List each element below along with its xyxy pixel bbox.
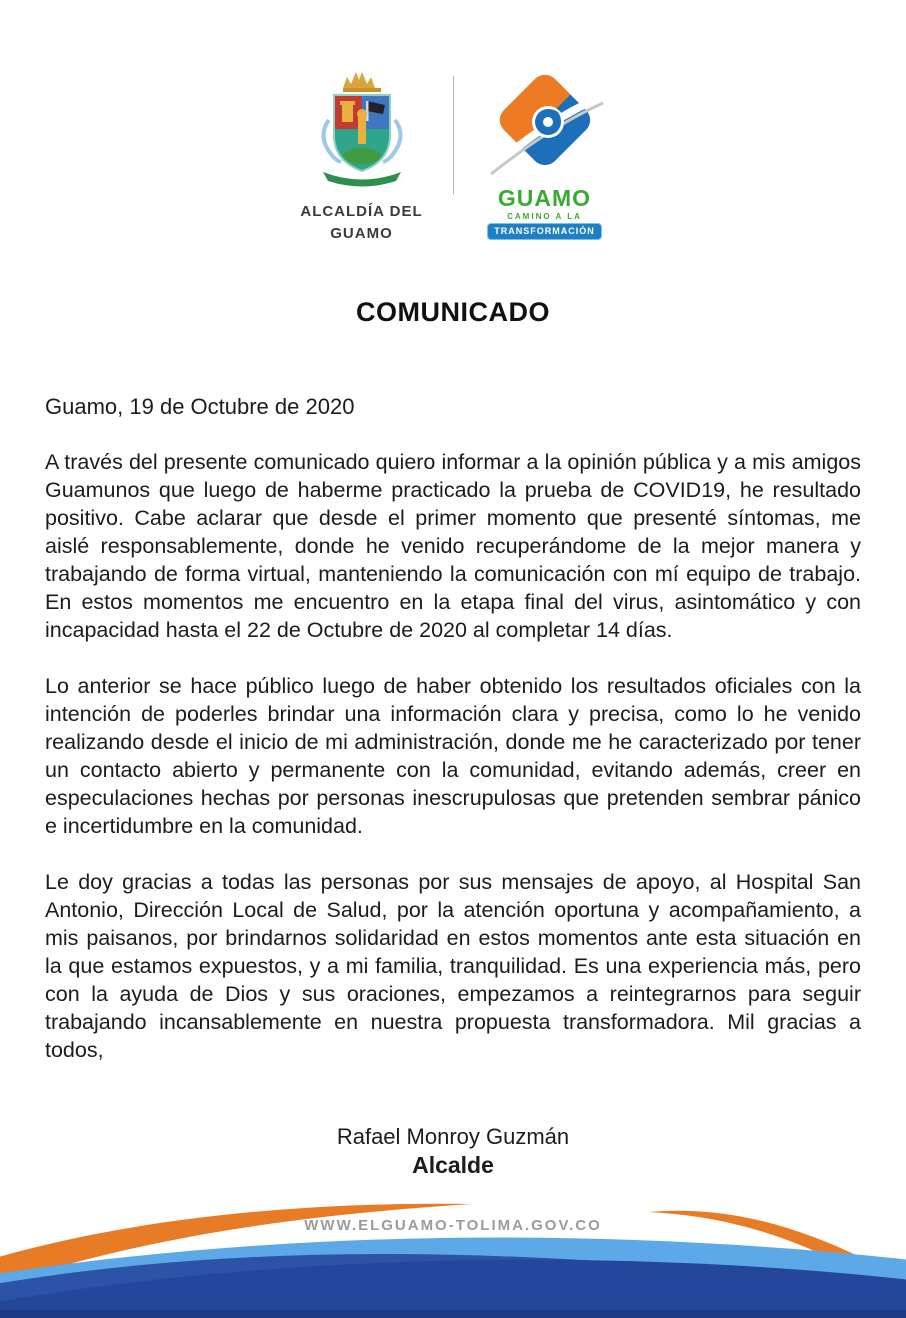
- crest-caption-line1: ALCALDÍA DEL: [300, 203, 423, 220]
- paragraph-2: Lo anterior se hace público luego de haber obtenido los resultados oficiales con la intención de poderles brindar una información clara y precisa, como lo he venido realizando desde el inicio de mi administración, donde me he caracterizado por tener un contacto abierto y permanente con la comunidad, evitando además, creer en especulaciones hechas por personas inescrupulosas que pretenden sembrar pánico e incertidumbre en la comunidad.: [45, 673, 861, 838]
- municipal-crest-block: [297, 68, 427, 245]
- crest-caption-line2: GUAMO: [330, 224, 393, 242]
- paragraph-1: A través del presente comunicado quiero informar a la opinión pública y a mis amigos Guamunos que luego de haberme practicado la prueba de COVID19, he resultado positivo. Cabe aclarar que desde el primer momento que presenté síntomas, me aislé responsablemente, donde he venido recuperándome de la mejor manera y trabajando de forma virtual, manteniendo la comunicación con mí equipo de trabajo. En estos momentos me encuentro en la etapa final del virus, asintomático y con incapacidad hasta el 22 de Octubre de 2020 al completar 14 días.: [45, 449, 861, 642]
- paragraph-3: Le doy gracias a todas las personas por sus mensajes de apoyo, al Hospital San Antonio, Dirección Local de Salud, por la atención oportuna y acompañamiento, a mis paisanos, por brindarnos solidaridad en estos momentos ante esta situación en la que estamos expuestos, y a mi familia, tranquilidad. Es una experiencia más, pero con la ayuda de Dios y sus oraciones, empezamos a reintegrarnos para seguir trabajando incansablemente en nuestra propuesta transformadora. Mil gracias a todos,: [45, 869, 861, 1062]
- dateline: Guamo, 19 de Octubre de 2020: [45, 393, 355, 419]
- guamo-wordmark: GUAMO: [497, 185, 592, 211]
- page-title: COMUNICADO: [356, 296, 550, 327]
- footer-wave-decoration: [0, 1188, 906, 1318]
- coat-of-arms-icon: [307, 68, 417, 195]
- transformation-badge: TRANSFORMACIÓN: [487, 223, 602, 240]
- signature-block: [45, 1124, 861, 1179]
- logo-divider: [453, 76, 454, 194]
- crest-caption: [300, 201, 422, 245]
- letter-body: [0, 394, 906, 1179]
- header-logos: [0, 0, 906, 245]
- guamo-brand-block: [480, 68, 610, 240]
- guamo-tagline: CAMINO A LA: [507, 212, 582, 221]
- signature-role: Alcalde: [412, 1151, 494, 1178]
- signature-name: Rafael Monroy Guzmán: [336, 1123, 570, 1149]
- guamo-transformation-logo-icon: [485, 68, 605, 185]
- website-url: WWW.ELGUAMO-TOLIMA.GOV.CO: [304, 1217, 602, 1234]
